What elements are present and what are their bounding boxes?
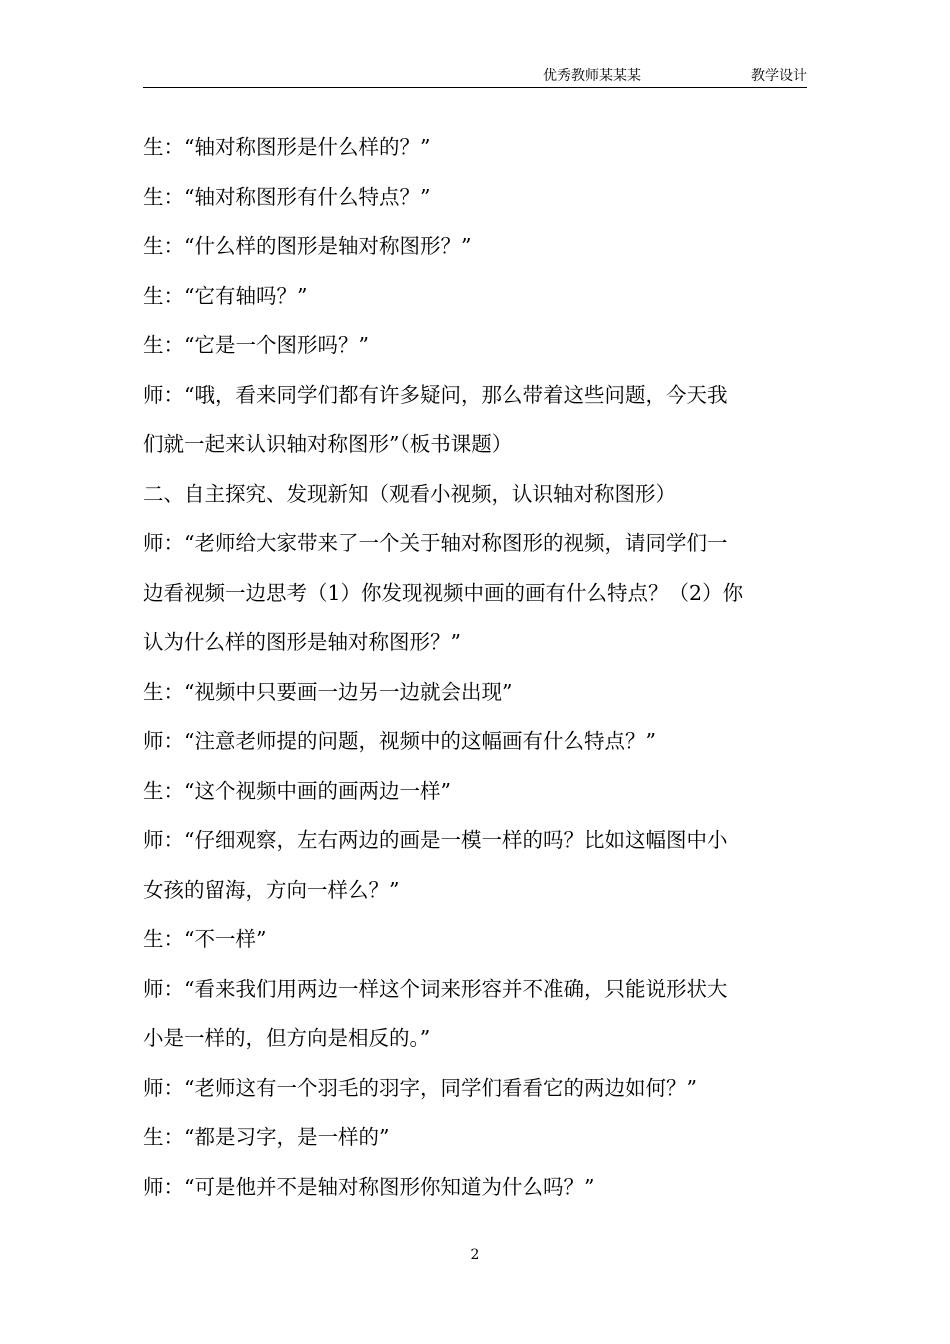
text-line: 师：“老师给大家带来了一个关于轴对称图形的视频，请同学们一	[143, 531, 728, 555]
text-line: 小是一样的，但方向是相反的。”	[143, 1026, 431, 1050]
header-author: 优秀教师某某某	[543, 68, 641, 84]
text-line: 生：“轴对称图形有什么特点？”	[143, 184, 431, 209]
section-heading: 二、自主探究、发现新知（观看小视频，认识轴对称图形）	[143, 481, 676, 506]
text-line: 生：“视频中只要画一边另一边就会出现”	[143, 679, 513, 704]
text-line: 生：“轴对称图形是什么样的？”	[143, 135, 431, 159]
text-line: 生：“它是一个图形吗？”	[143, 333, 369, 357]
text-line: 师：“哦，看来同学们都有许多疑问，那么带着这些问题，今天我	[143, 382, 728, 407]
text-line: 女孩的留海，方向一样么？”	[143, 877, 400, 902]
text-line: 师：“可是他并不是轴对称图形你知道为什么吗？”	[143, 1174, 595, 1199]
text-line: 师：“看来我们用两边一样这个词来形容并不准确，只能说形状大	[143, 976, 728, 1001]
document-body	[143, 123, 807, 1212]
text-line: 认为什么样的图形是轴对称图形？”	[143, 630, 461, 654]
text-line: 边看视频一边思考（1）你发现视频中画的画有什么特点？（2）你	[143, 580, 744, 605]
header-doc-type: 教学设计	[751, 68, 807, 84]
text-line: 生：“它有轴吗？”	[143, 283, 308, 308]
text-line: 生：“都是习字，是一样的”	[143, 1125, 390, 1149]
text-line: 师：“注意老师提的问题，视频中的这幅画有什么特点？”	[143, 729, 656, 753]
text-line: 们就一起来认识轴对称图形”（板书课题）	[143, 432, 513, 456]
header-divider	[143, 87, 807, 88]
text-line: 师：“老师这有一个羽毛的羽字，同学们看看它的两边如何？”	[143, 1075, 697, 1100]
page-header	[143, 66, 807, 88]
text-line: 生：“什么样的图形是轴对称图形？”	[143, 234, 472, 258]
text-line: 生：“这个视频中画的画两边一样”	[143, 778, 451, 803]
text-line: 师：“仔细观察，左右两边的画是一模一样的吗？比如这幅图中小	[143, 828, 728, 852]
text-line: 生：“不一样”	[143, 927, 267, 951]
page-number: 2	[470, 1247, 480, 1263]
